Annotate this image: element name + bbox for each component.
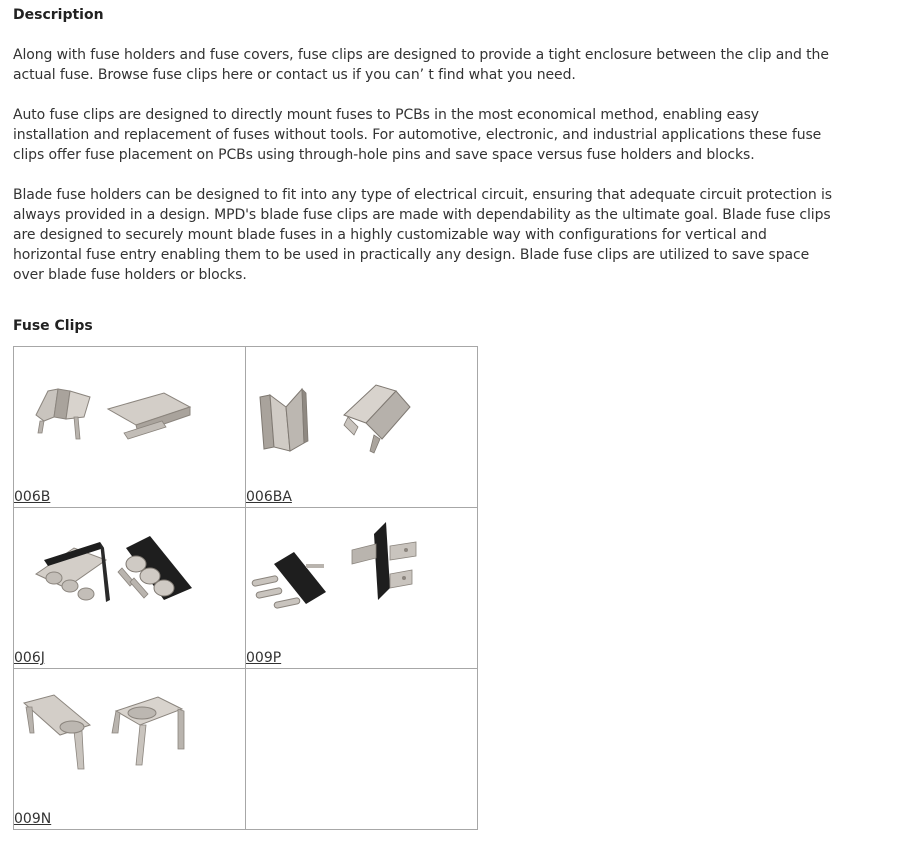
- fuse-clips-table: [13, 346, 478, 830]
- product-cell-009p[interactable]: [246, 508, 478, 669]
- description-paragraph: Along with fuse holders and fuse covers, fuse clips are designed to provide a tight enclosure between the clip and the actual fuse. Browse fuse clips here or contact us if you can’ t find what you need.: [13, 47, 829, 83]
- product-label[interactable]: 006B: [14, 489, 51, 505]
- description-heading: Description: [13, 7, 104, 23]
- product-cell-006b[interactable]: [14, 347, 246, 508]
- fuse-clip-with-black-base-image[interactable]: [246, 508, 477, 650]
- product-cell-009n[interactable]: [14, 669, 246, 830]
- metal-fuse-clip-image[interactable]: [14, 347, 245, 489]
- fuse-clips-heading: Fuse Clips: [13, 318, 93, 334]
- metal-fuse-clip-image[interactable]: [246, 347, 477, 489]
- fuse-clip-with-black-base-image[interactable]: [14, 508, 245, 650]
- product-label[interactable]: 009P: [246, 650, 282, 666]
- product-label[interactable]: 009N: [14, 811, 52, 827]
- product-label[interactable]: 006J: [14, 650, 45, 666]
- metal-fuse-clip-image[interactable]: [14, 669, 245, 811]
- empty-cell: [246, 669, 478, 830]
- description-paragraph: Auto fuse clips are designed to directly mount fuses to PCBs in the most economical method, enabling easy installation and replacement of fuses without tools. For automotive, electronic, and industrial applications these fuse clips offer fuse placement on PCBs using through-hole pins and save space versus fuse holders and blocks.: [13, 107, 822, 163]
- product-cell-006j[interactable]: [14, 508, 246, 669]
- product-label[interactable]: 006BA: [246, 489, 292, 505]
- product-cell-006ba[interactable]: [246, 347, 478, 508]
- description-paragraph: Blade fuse holders can be designed to fit into any type of electrical circuit, ensuring that adequate circuit protection is always provided in a design. MPD's blade fuse clips are made with dependability as the ultimate goal. Blade fuse clips are designed to securely mount blade fuses in a highly customizable way with configurations for vertical and horizontal fuse entry enabling them to be used in practically any design. Blade fuse clips are utilized to save space over blade fuse holders or blocks.: [13, 187, 832, 283]
